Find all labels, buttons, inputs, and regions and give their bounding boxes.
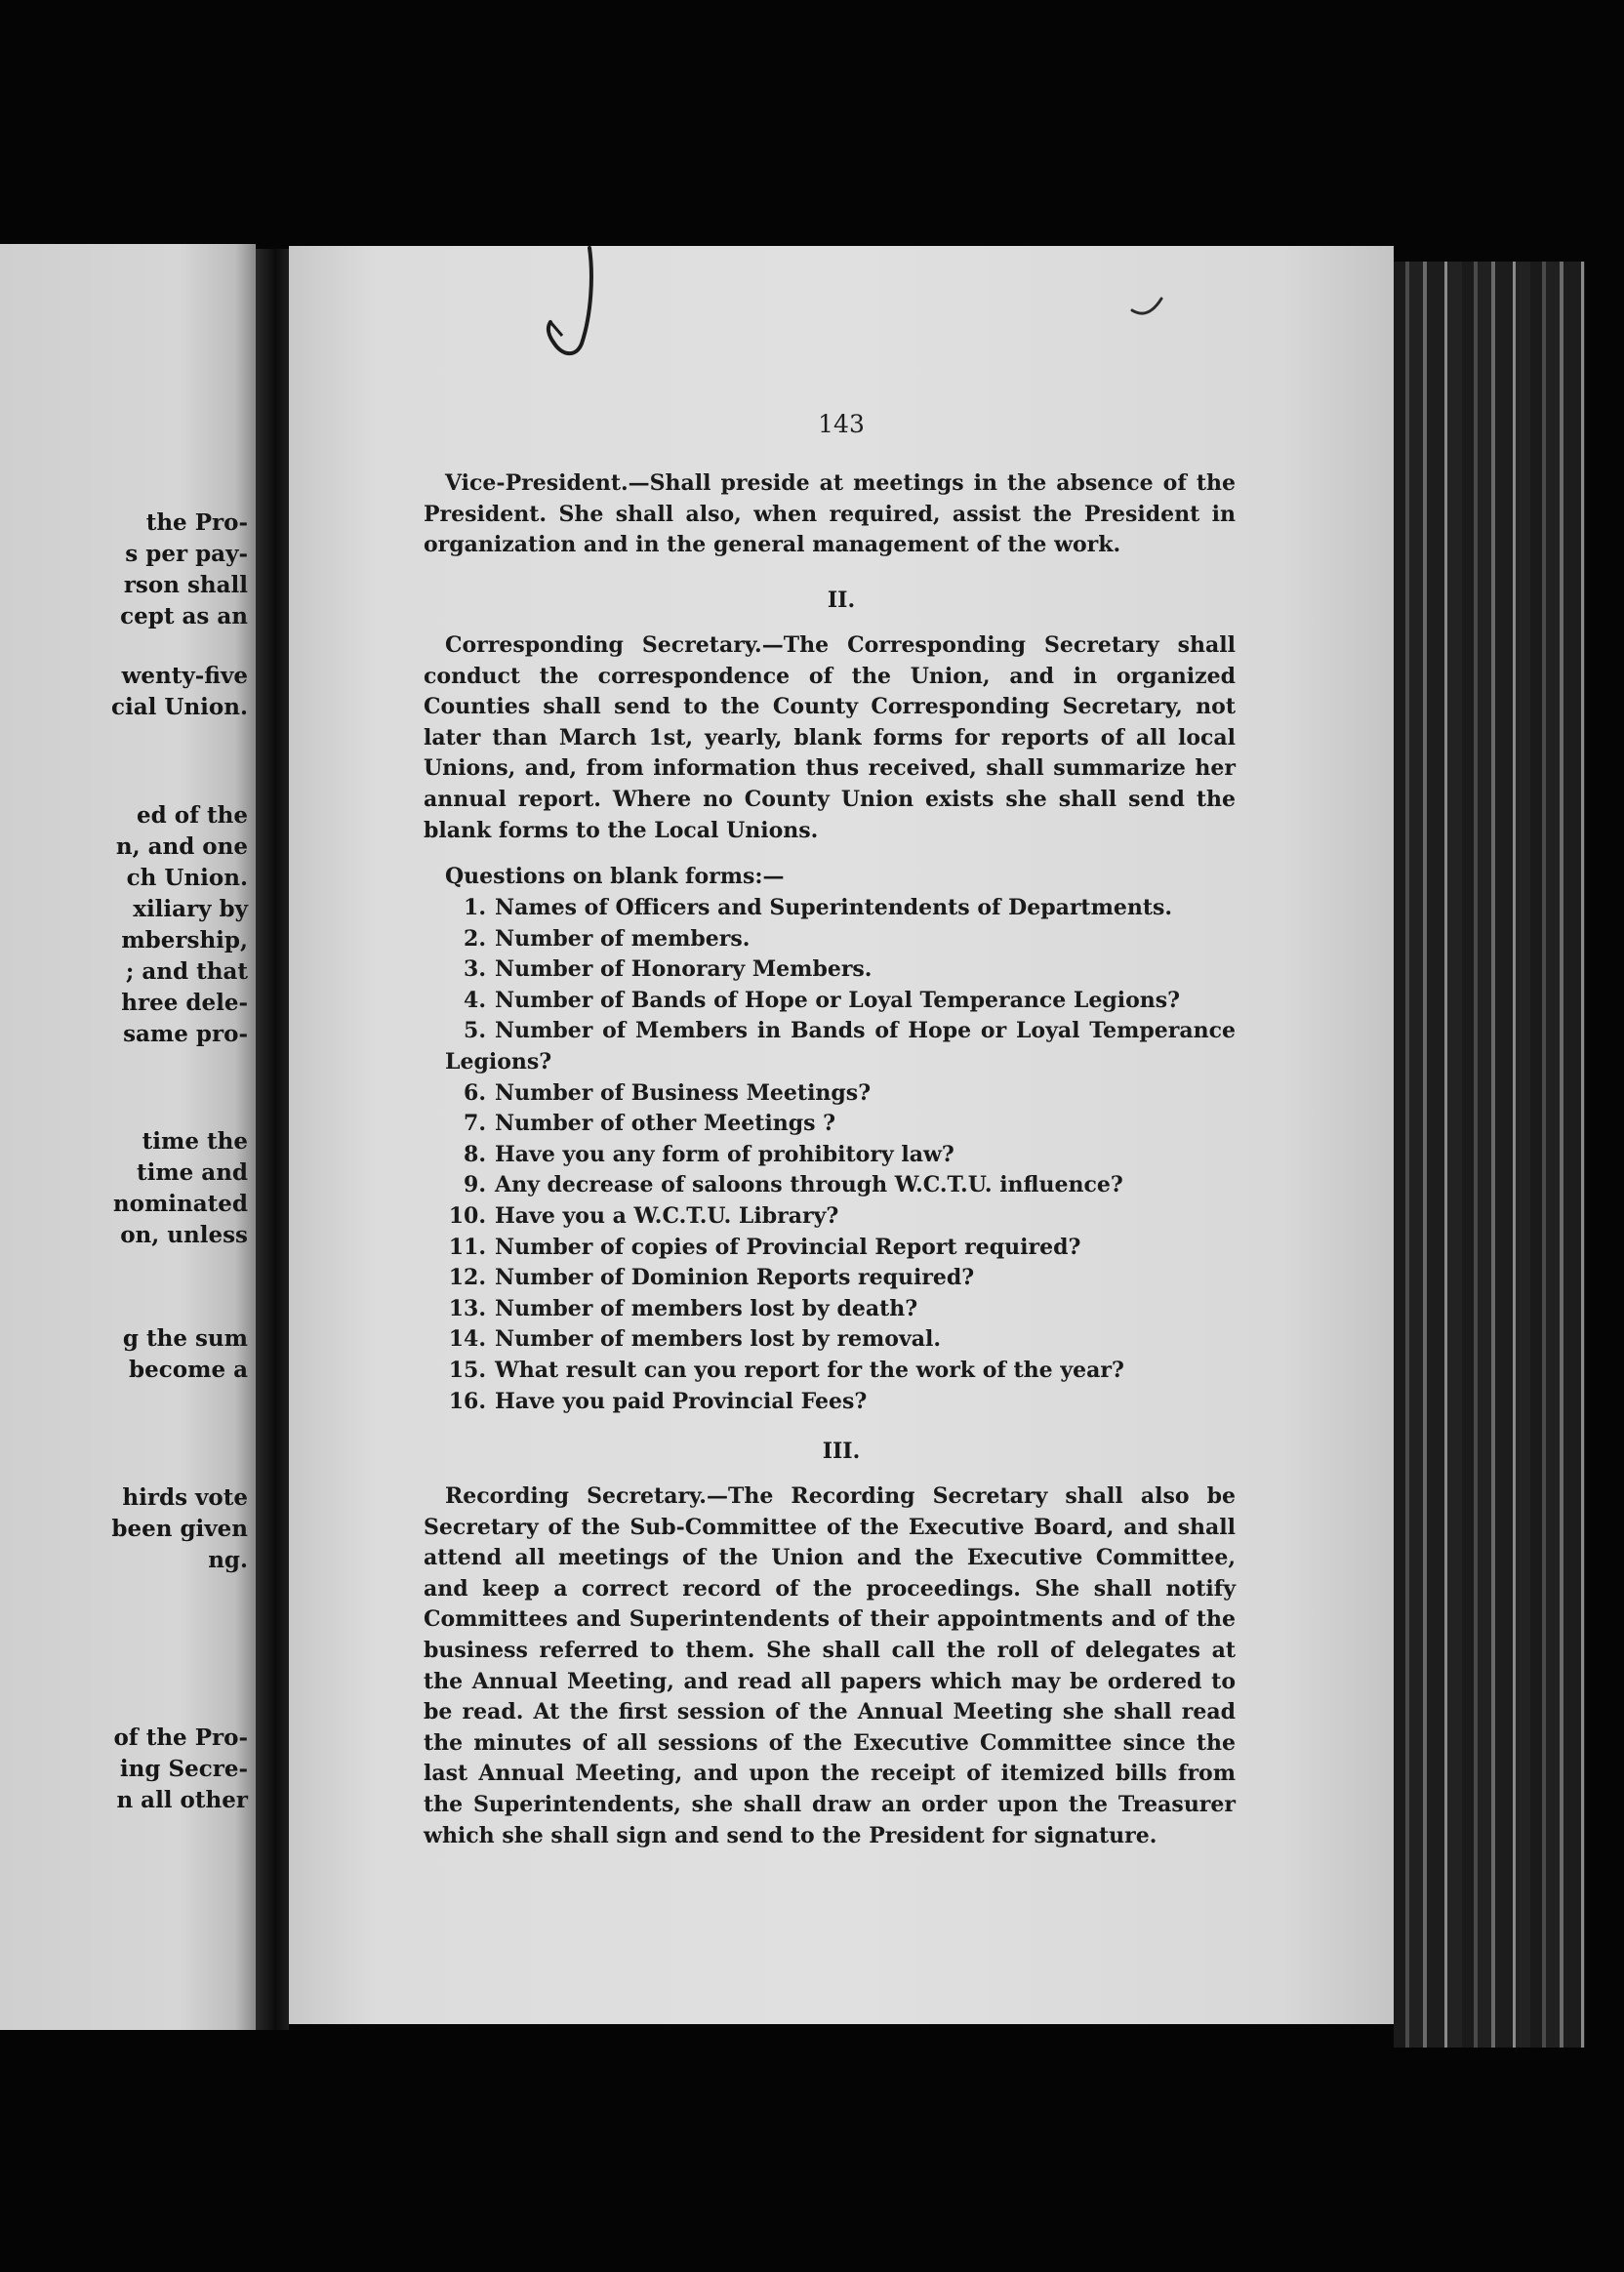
book-page-edges xyxy=(1394,262,1585,2048)
left-page-line: nominated xyxy=(112,1191,248,1217)
left-page-line: of the Pro- xyxy=(113,1724,248,1751)
question-item xyxy=(424,1078,1236,1110)
question-text: Have you any form of prohibitory law? xyxy=(495,1141,954,1167)
question-text: Number of members lost by death? xyxy=(495,1295,918,1321)
question-text: Number of Bands of Hope or Loyal Temperance Legions? xyxy=(495,987,1181,1013)
question-number: 14. xyxy=(448,1326,486,1353)
left-page-line: become a xyxy=(129,1357,248,1383)
question-item xyxy=(424,893,1236,924)
question-item xyxy=(424,1140,1236,1171)
left-page-line: ed of the xyxy=(137,802,248,829)
left-page-line: n, and one xyxy=(115,833,248,860)
question-text: Number of other Meetings ? xyxy=(495,1111,836,1137)
left-page-line: g the sum xyxy=(122,1325,248,1352)
question-text: Number of members. xyxy=(495,925,751,952)
question-number: 2. xyxy=(464,925,486,952)
left-page-line: hree dele- xyxy=(121,990,248,1016)
question-text: Have you a W.C.T.U. Library? xyxy=(495,1202,839,1229)
left-page-line: ng. xyxy=(208,1547,248,1573)
question-item xyxy=(424,1201,1236,1233)
question-number: 5. xyxy=(464,1018,486,1044)
left-page-line: been given xyxy=(111,1516,248,1542)
question-item xyxy=(424,986,1236,1017)
question-number: 15. xyxy=(448,1357,486,1383)
question-number: 8. xyxy=(464,1141,486,1167)
question-number: 16. xyxy=(448,1388,486,1414)
left-page-line: mbership, xyxy=(121,927,248,953)
pencil-tick-icon xyxy=(1128,293,1167,322)
left-page-line: the Pro- xyxy=(145,509,248,536)
question-item xyxy=(424,1263,1236,1294)
page-number: 143 xyxy=(818,410,865,438)
book-gutter xyxy=(256,249,289,2030)
question-item xyxy=(424,1233,1236,1264)
question-item xyxy=(424,1356,1236,1387)
left-page-line: n all other xyxy=(116,1787,248,1813)
question-number: 9. xyxy=(464,1172,486,1198)
question-item xyxy=(424,924,1236,955)
left-page-line: ; and that xyxy=(125,958,248,985)
question-text: Number of Dominion Reports required? xyxy=(495,1265,975,1291)
question-text: Number of copies of Provincial Report required? xyxy=(495,1234,1081,1260)
question-number: 7. xyxy=(464,1111,486,1137)
left-page-line: ch Union. xyxy=(126,865,248,891)
question-number: 6. xyxy=(464,1079,486,1106)
question-text: What result can you report for the work of the year? xyxy=(495,1357,1124,1383)
left-page-line: time the xyxy=(142,1128,248,1155)
section-heading-iii: III. xyxy=(822,1439,861,1464)
section-heading-ii: II. xyxy=(827,588,856,613)
question-number: 11. xyxy=(448,1234,486,1260)
question-item xyxy=(424,1109,1236,1140)
corresponding-secretary-paragraph: Corresponding Secretary.—The Corresponding Secretary shall conduct the correspondence of the Union, and in organized Counties shall send to the County Corresponding Secretary, not later than March 1st, yearly, blank forms for reports of all local Unions, and, from information thus received, shall summarize her annual report. Where no County Union exists she shall send the blank forms to the Local Unions. xyxy=(424,632,1236,843)
left-page-line: on, unless xyxy=(120,1222,248,1248)
handwritten-mark-icon xyxy=(533,246,630,363)
left-page-line: ing Secre- xyxy=(119,1756,248,1782)
question-item xyxy=(424,1016,1236,1077)
question-item xyxy=(424,1170,1236,1201)
question-text: Number of members lost by removal. xyxy=(495,1326,942,1353)
left-page-line: cial Union. xyxy=(111,694,248,720)
question-number: 4. xyxy=(464,987,486,1013)
questions-intro: Questions on blank forms:— xyxy=(445,864,785,889)
left-page-line: time and xyxy=(136,1159,248,1186)
question-item xyxy=(424,1324,1236,1356)
left-page-line: cept as an xyxy=(120,603,248,629)
questions-list xyxy=(424,893,1236,1417)
left-page-line: rson shall xyxy=(123,572,248,598)
left-page-line: wenty-five xyxy=(121,663,248,689)
question-number: 12. xyxy=(448,1265,486,1291)
question-text: Have you paid Provincial Fees? xyxy=(495,1388,868,1414)
question-text: Number of Business Meetings? xyxy=(495,1079,872,1106)
question-item xyxy=(424,1387,1236,1418)
recording-secretary-paragraph: Recording Secretary.—The Recording Secretary shall also be Secretary of the Sub-Committee of the Executive Board, and shall attend all meetings of the Union and the Executive Committee, and keep a correct record of the proceedings. She shall notify Committees and Superintendents of their appointments and of the business referred to them. She shall call the roll of delegates at the Annual Meeting, and read all papers which may be ordered to be read. At the first session of the Annual Meeting she shall read the minutes of all sessions of the Executive Committee since the last Annual Meeting, and upon the receipt of itemized bills from the Superintendents, she shall draw an order upon the Treasurer which she shall sign and send to the President for signature. xyxy=(424,1483,1236,1848)
question-text: Any decrease of saloons through W.C.T.U. influence? xyxy=(495,1172,1123,1198)
question-item xyxy=(424,954,1236,986)
question-number: 1. xyxy=(464,895,486,920)
book-page-143 xyxy=(289,246,1394,2024)
question-text: Number of Honorary Members. xyxy=(495,956,873,983)
left-page-line: xiliary by xyxy=(133,896,248,922)
left-page-line: s per pay- xyxy=(125,541,248,567)
question-text: Number of Members in Bands of Hope or Loyal Temperance Legions? xyxy=(445,1018,1236,1075)
vice-president-paragraph: Vice-President.—Shall preside at meetings in the absence of the President. She shall also, when required, assist the President in organization and in the general management of the work. xyxy=(424,470,1236,558)
question-number: 13. xyxy=(448,1295,486,1321)
left-page-line: same pro- xyxy=(123,1021,248,1047)
question-number: 3. xyxy=(464,956,486,983)
question-text: Names of Officers and Superintendents of Departments. xyxy=(495,895,1173,920)
question-item xyxy=(424,1294,1236,1325)
left-page-line: hirds vote xyxy=(122,1484,248,1511)
question-number: 10. xyxy=(448,1202,486,1229)
